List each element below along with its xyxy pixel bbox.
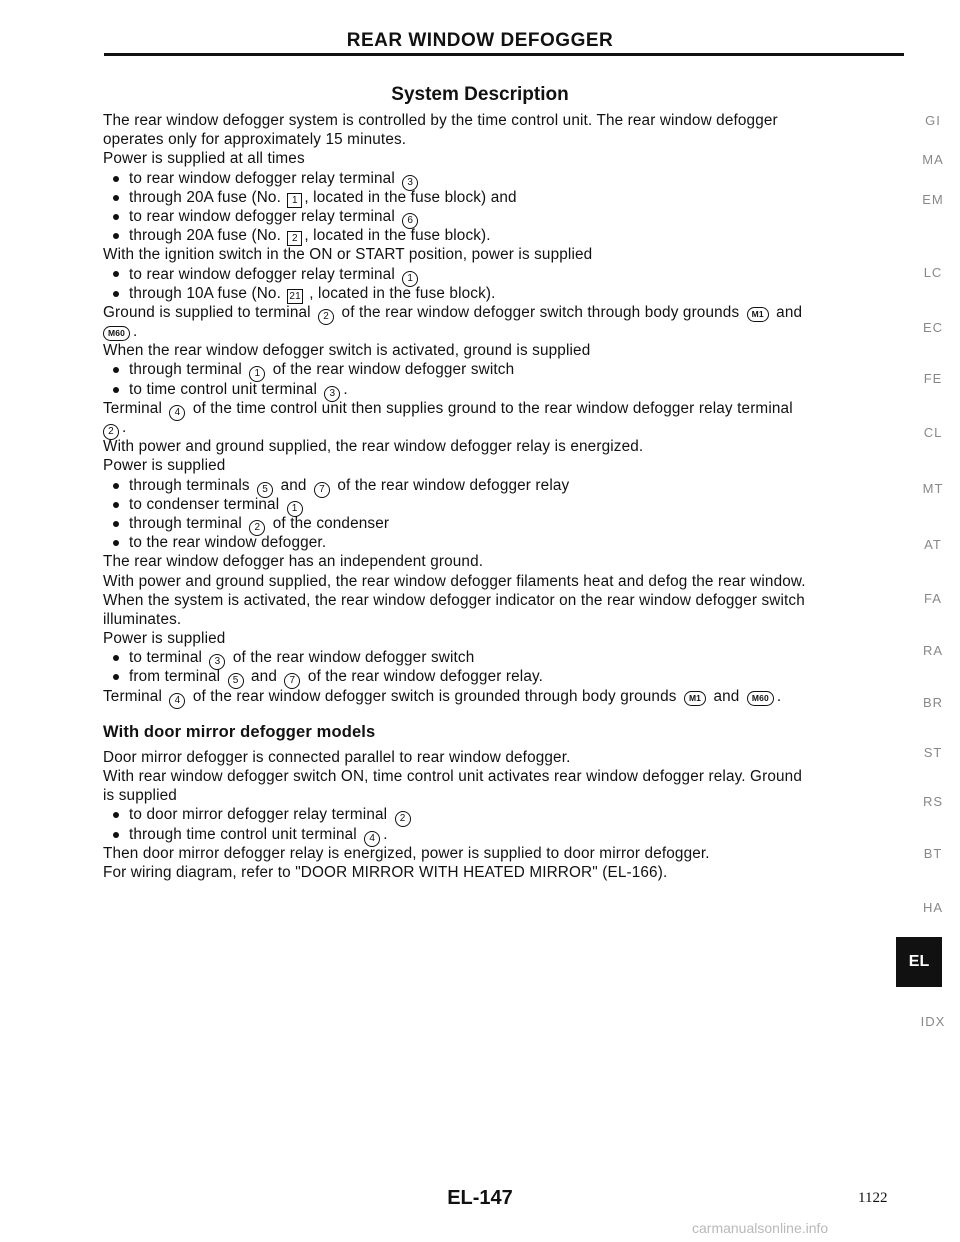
text-line (103, 456, 903, 475)
text: to door mirror defogger relay terminal (129, 806, 388, 824)
text-line (103, 149, 903, 168)
text: and (776, 303, 803, 321)
text: Ground is supplied to terminal (103, 303, 311, 321)
bullet-item (103, 169, 903, 188)
bullet-item: through time control unit terminal 4 . (103, 825, 903, 844)
text: through 10A fuse (No. (129, 284, 281, 302)
page-number: 1122 (858, 1190, 888, 1206)
text: of the rear window defogger relay. (307, 668, 544, 686)
bullet-icon (113, 169, 129, 188)
terminal-badge: 1 (402, 271, 418, 287)
text: For wiring diagram, refer to "DOOR MIRROR WITH HEATED MIRROR" (EL-166). (103, 863, 668, 881)
watermark: carmanualsonline.info (692, 1220, 829, 1236)
header-rule (104, 53, 904, 56)
bullet-icon (113, 207, 129, 226)
text-line (103, 786, 903, 805)
text: With rear window defogger switch ON, time control unit activates rear window defogger relay. Ground (103, 768, 802, 785)
text: Terminal (103, 687, 163, 705)
bullet-icon (113, 380, 129, 399)
terminal-badge: 7 (284, 673, 300, 689)
terminal-badge: 2 (318, 309, 334, 325)
text: through terminal (129, 361, 242, 379)
bullet-item (103, 648, 903, 667)
text: to rear window defogger relay terminal (129, 265, 395, 283)
page-header-title: REAR WINDOW DEFOGGER (346, 30, 614, 51)
sidebar-tab-at[interactable]: AT (924, 537, 942, 552)
text-line (103, 591, 903, 610)
text: The rear window defogger has an independent ground. (103, 553, 484, 571)
bullet-item (103, 207, 903, 226)
sidebar-tab-fa[interactable]: FA (924, 591, 942, 606)
bullet-item (103, 265, 903, 284)
sidebar-tab-bt[interactable]: BT (923, 846, 943, 861)
page-code: EL-147 (447, 1187, 513, 1209)
sidebar-tab-el-active[interactable]: EL (896, 937, 942, 987)
terminal-badge: 1 (249, 366, 265, 382)
text: illuminates. (103, 610, 182, 628)
text: Door mirror defogger is connected parallel to rear window defogger. (103, 748, 571, 766)
terminal-badge: 3 (402, 175, 418, 191)
text: of the condenser (272, 514, 390, 532)
bullet-icon (113, 360, 129, 379)
sidebar-tab-ma[interactable]: MA (922, 152, 944, 167)
text: Then door mirror defogger relay is energized, power is supplied to door mirror defogger. (103, 844, 710, 862)
bullet-icon (113, 514, 129, 533)
text: The rear window defogger system is controlled by the time control unit. The rear window defogger (103, 112, 778, 129)
ground-badge: M1 (747, 307, 769, 322)
terminal-badge: 5 (228, 673, 244, 689)
text: , located in the fuse block) and (304, 188, 517, 206)
fuse-badge: 1 (287, 193, 302, 208)
text-line (103, 844, 903, 863)
text: and (713, 687, 740, 705)
bullet-icon (113, 648, 129, 667)
text: , located in the fuse block). (304, 227, 491, 245)
bullet-icon (113, 476, 129, 495)
text-line: Terminal 4 of the rear window defogger switch is grounded through body grounds M1 and M60 . (103, 687, 903, 706)
text: through terminals (129, 476, 250, 494)
bullet-icon (113, 805, 129, 824)
terminal-badge: 4 (169, 405, 185, 421)
sidebar-tab-mt[interactable]: MT (922, 481, 944, 496)
text-line (103, 863, 903, 882)
text: With power and ground supplied, the rear window defogger relay is energized. (103, 438, 644, 456)
bullet-icon (113, 495, 129, 514)
terminal-badge: 3 (209, 654, 225, 670)
bullet-item (103, 476, 903, 495)
text-line: M60 . (103, 322, 903, 341)
text-line (103, 748, 903, 767)
bullet-icon (113, 667, 129, 686)
bullet-icon (113, 265, 129, 284)
terminal-badge: 2 (103, 424, 119, 440)
text: to rear window defogger relay terminal (129, 207, 395, 225)
text: Power is supplied (103, 630, 226, 648)
text: of the rear window defogger switch is grounded through body grounds (192, 687, 677, 705)
text-line (103, 437, 903, 456)
sidebar-tab-gi[interactable]: GI (925, 113, 941, 128)
text: of the rear window defogger switch (272, 361, 515, 379)
bullet-icon (113, 533, 129, 552)
sidebar-tab-st[interactable]: ST (923, 745, 943, 760)
text-line (103, 111, 903, 130)
text: is supplied (103, 787, 177, 805)
terminal-badge: 6 (402, 213, 418, 229)
text: to terminal (129, 649, 203, 667)
sidebar-tab-em[interactable]: EM (922, 192, 944, 207)
bullet-icon (113, 226, 129, 245)
text: from terminal (129, 668, 221, 686)
sidebar-tab-cl[interactable]: CL (923, 425, 943, 440)
terminal-badge: 1 (287, 501, 303, 517)
text: When the rear window defogger switch is activated, ground is supplied (103, 342, 591, 360)
bullet-item: to time control unit terminal 3 . (103, 380, 903, 399)
sidebar-tab-ra[interactable]: RA (922, 643, 944, 658)
text: and (251, 668, 277, 686)
bullet-icon (113, 284, 129, 303)
text: to the rear window defogger. (129, 534, 327, 552)
text: Power is supplied at all times (103, 150, 305, 168)
bullet-icon (113, 825, 129, 844)
text: of the rear window defogger switch through body grounds (341, 303, 740, 321)
bullet-item (103, 495, 903, 514)
text: of the rear window defogger relay (337, 476, 570, 494)
text-line (103, 245, 903, 264)
fuse-badge: 2 (287, 231, 302, 246)
ground-badge: M60 (747, 691, 774, 706)
bullet-item (103, 533, 903, 552)
bullet-item (103, 805, 903, 824)
document-body (103, 111, 903, 882)
text-line (103, 130, 903, 149)
ground-badge: M60 (103, 326, 130, 341)
bullet-item (103, 188, 903, 207)
sidebar-tab-lc[interactable]: LC (923, 265, 943, 280)
text: to rear window defogger relay terminal (129, 169, 395, 187)
terminal-badge: 4 (169, 693, 185, 709)
sidebar-tab-ec[interactable]: EC (922, 320, 944, 335)
text-line (103, 399, 903, 418)
text-line (103, 303, 903, 322)
text: Terminal (103, 399, 163, 417)
sidebar-tab-br[interactable]: BR (922, 695, 944, 710)
sidebar-tab-fe[interactable]: FE (923, 371, 943, 386)
text: to condenser terminal (129, 495, 280, 513)
text-line (103, 610, 903, 629)
terminal-badge: 2 (249, 520, 265, 536)
fuse-badge: 21 (289, 290, 301, 302)
text: operates only for approximately 15 minutes. (103, 131, 407, 149)
section-title: System Description (391, 84, 569, 105)
text: With the ignition switch in the ON or START position, power is supplied (103, 246, 593, 264)
terminal-badge: 2 (395, 811, 411, 827)
text: of the time control unit then supplies ground to the rear window defogger relay terminal (192, 399, 793, 417)
sidebar-tab-idx[interactable]: IDX (920, 1014, 946, 1029)
bullet-icon (113, 188, 129, 207)
text-line (103, 767, 903, 786)
bullet-item (103, 226, 903, 245)
sidebar-tab-rs[interactable]: RS (922, 794, 944, 809)
text: Power is supplied (103, 457, 226, 475)
text-line (103, 572, 903, 591)
text: of the rear window defogger switch (232, 649, 475, 667)
terminal-badge: 3 (324, 386, 340, 402)
terminal-badge: 4 (364, 831, 380, 847)
ground-badge: M1 (684, 691, 706, 706)
text: through 20A fuse (No. (129, 188, 281, 206)
text: and (280, 476, 307, 494)
text-line (103, 629, 903, 648)
sub-heading: With door mirror defogger models (103, 722, 376, 741)
bullet-item (103, 284, 903, 303)
text: With power and ground supplied, the rear window defogger filaments heat and defog the rear window. (103, 572, 806, 590)
terminal-badge: 5 (257, 482, 273, 498)
bullet-item (103, 667, 903, 686)
text: to time control unit terminal (129, 380, 317, 398)
text-line (103, 552, 903, 571)
text-line (103, 341, 903, 360)
bullet-item (103, 514, 903, 533)
text: , located in the fuse block). (309, 284, 496, 302)
text: through 20A fuse (No. (129, 227, 281, 245)
bullet-item (103, 360, 903, 379)
terminal-badge: 7 (314, 482, 330, 498)
text-line: 2 . (103, 418, 903, 437)
text: through time control unit terminal (129, 825, 357, 843)
sidebar-tab-ha[interactable]: HA (922, 900, 944, 915)
text: through terminal (129, 514, 242, 532)
text: When the system is activated, the rear window defogger indicator on the rear window defogger switch (103, 591, 805, 609)
